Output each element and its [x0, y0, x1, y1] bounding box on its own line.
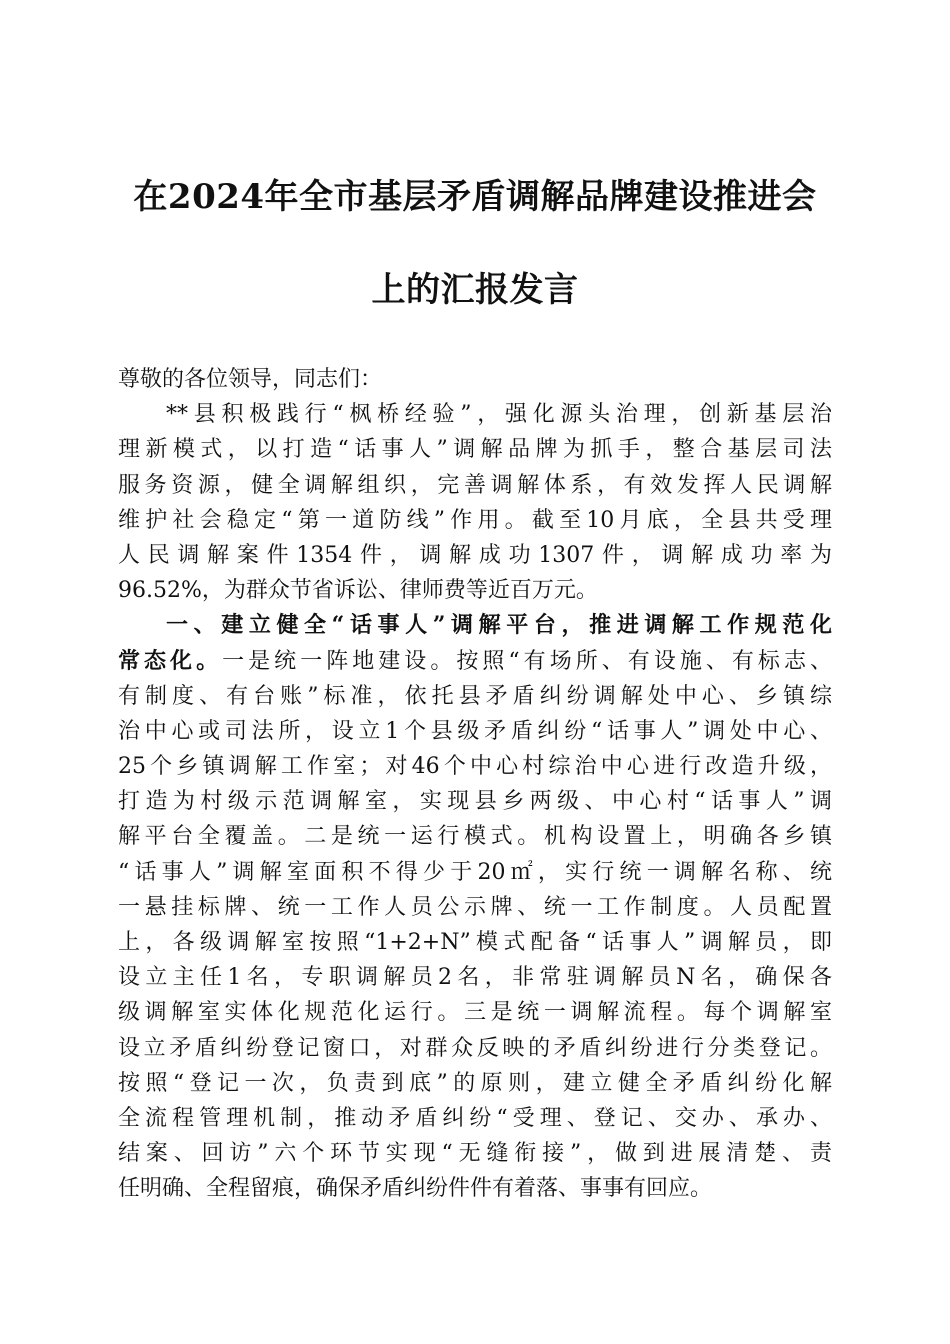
section-heading-tail: 常态化。: [118, 647, 223, 674]
section-line: 按照“登记一次，负责到底”的原则，建立健全矛盾纠纷化解: [118, 1070, 832, 1096]
section-line: 设立主任1名，专职调解员2名，非常驻调解员N名，确保各: [118, 965, 832, 991]
document-title-line-1: 在2024年全市基层矛盾调解品牌建设推进会: [133, 177, 817, 217]
intro-line: 维护社会稳定“第一道防线”作用。截至10月底，全县共受理: [118, 507, 832, 533]
section-line: “话事人”调解室面积不得少于20㎡，实行统一调解名称、统: [118, 859, 832, 885]
section-text: 一是统一阵地建设。按照“有场所、有设施、有标志、: [222, 648, 832, 674]
intro-line: 96.52%，为群众节省诉讼、律师费等近百万元。: [118, 578, 598, 604]
intro-line: **县积极践行“枫桥经验”，强化源头治理，创新基层治: [166, 402, 832, 428]
section-line: 一悬挂标牌、统一工作人员公示牌、统一工作制度。人员配置: [118, 894, 832, 920]
section-line: 全流程管理机制，推动矛盾纠纷“受理、登记、交办、承办、: [118, 1105, 832, 1131]
section-line: 任明确、全程留痕，确保矛盾纠纷件件有着落、事事有回应。: [118, 1176, 713, 1202]
document-body: [118, 362, 832, 1207]
section-line: 打造为村级示范调解室，实现县乡两级、中心村“话事人”调: [118, 789, 832, 815]
intro-line: 服务资源，健全调解组织，完善调解体系，有效发挥人民调解: [118, 472, 832, 498]
intro-line: 理新模式，以打造“话事人”调解品牌为抓手，整合基层司法: [118, 437, 832, 463]
section-heading-line-1: 一、建立健全“话事人”调解平台，推进调解工作规范化: [166, 612, 832, 639]
section-line: 上，各级调解室按照“1+2+N”模式配备“话事人”调解员，即: [118, 930, 832, 955]
document-title-line-2: 上的汇报发言: [371, 270, 579, 310]
section-line: 有制度、有台账”标准，依托县矛盾纠纷调解处中心、乡镇综: [118, 683, 832, 709]
section-line: 治中心或司法所，设立1个县级矛盾纠纷“话事人”调处中心、: [118, 718, 832, 744]
section-line: 25个乡镇调解工作室；对46个中心村综治中心进行改造升级，: [118, 754, 832, 780]
section-heading-line-2: [118, 644, 832, 679]
intro-line: 人民调解案件1354件，调解成功1307件，调解成功率为: [118, 542, 832, 568]
section-line: 解平台全覆盖。二是统一运行模式。机构设置上，明确各乡镇: [118, 824, 832, 850]
section-line: 级调解室实体化规范化运行。三是统一调解流程。每个调解室: [118, 1000, 832, 1026]
section-line: 设立矛盾纠纷登记窗口，对群众反映的矛盾纠纷进行分类登记。: [118, 1035, 832, 1061]
salutation: 尊敬的各位领导，同志们：: [118, 367, 383, 392]
section-line: 结案、回访”六个环节实现“无缝衔接”，做到进展清楚、责: [118, 1141, 832, 1167]
